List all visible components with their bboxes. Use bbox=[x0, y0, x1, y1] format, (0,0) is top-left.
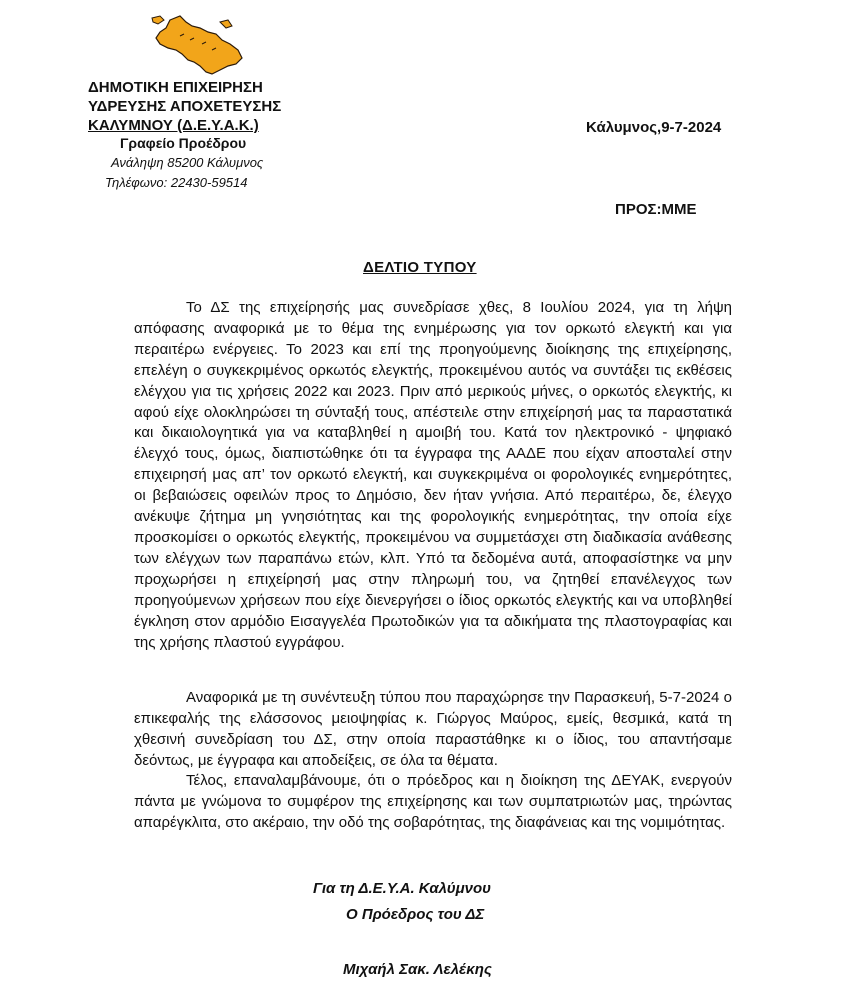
body-paragraph-2 bbox=[134, 688, 732, 772]
org-line-3: ΚΑΛΥΜΝΟΥ (Δ.Ε.Υ.Α.Κ.) bbox=[88, 117, 259, 134]
date-line: Κάλυμνος,9-7-2024 bbox=[586, 119, 722, 136]
org-line-2: ΥΔΡΕΥΣΗΣ ΑΠΟΧΕΤΕΥΣΗΣ bbox=[88, 98, 282, 115]
body-paragraph-1 bbox=[134, 298, 732, 653]
recipient: ΠΡΟΣ:ΜΜΕ bbox=[615, 201, 697, 218]
body-paragraph-3 bbox=[134, 771, 732, 834]
islet-shape bbox=[152, 16, 164, 24]
paragraph-text: Αναφορικά με τη συνέντευξη τύπου που παραχώρησε την Παρασκευή, 5-7-2024 ο επικεφαλής της ελάσσονος μειοψηφίας κ. Γιώργος Μαύρος, εμείς, θεσμικά, κατά τη χθεσινή συνεδρίαση του ΔΣ, στην οποία παραστάθηκε κι ο ίδιος, του απαντήσαμε δεόντως, με έγγραφα και αποδείξεις, σε όλα τα θέματα. bbox=[134, 689, 732, 769]
organization-name bbox=[88, 78, 281, 135]
paragraph-text: Το ΔΣ της επιχείρησής μας συνεδρίασε χθες, 8 Ιουλίου 2024, για τη λήψη απόφασης αναφορικά με το θέμα της ενημέρωσης για τον ορκωτό ελεγκτή και για περαιτέρω ενέργειες. Το 2023 και επί της προηγούμενης διοίκησης της επιχείρησης, επελέγη ο συγκεκριμένος ορκωτός ελεγκτής, προκειμένου αυτός να συντάξει τις εκθέσεις ελέγχου για τις χρήσεις 2022 και 2023. Πριν από μερικούς μήνες, ο ορκωτός ελεγκτής, κι αφού είχε ολοκληρώσει τη σύνταξή τους, απέστειλε στην επιχείρησή μας τα παραστατικά και δικαιολογητικά για να καταβληθεί η αμοιβή του. Κατά τον ηλεκτρονικό - ψηφιακό έλεγχό τους, όμως, διαπιστώθηκε ότι τα έγγραφα της ΑΑΔΕ που είχαν αποσταλεί στην επιχειρησή μας απ’ τον ορκωτό ελεγκτή, και συγκεκριμένα οι φορολογικές ενημερότητες, οι βεβαιώσεις οφειλών προς το Δημόσιο, δεν ήταν γνήσια. Από περαιτέρω, δε, έλεγχο ανέκυψε ζήτημα μη γνησιότητας και της φορολογικής ενημερότητας, την οποία είχε προσκομίσει ο ορκωτός ελεγκτής, προκειμένου να συμμετάσχει στη διαδικασία ανάθεσης των ελέγχων των παραπάνω ετών, κλπ. Υπό τα δεδομένα αυτά, αποφασίστηκε να μην προχωρήσει η επιχείρησή μας στην πληρωμή του, να ζητηθεί επανέλεγχος των προηγούμενων χρήσεων που είχε διενεργήσει ο ίδιος ορκωτός ελεγκτής και να υποβληθεί έγκληση στον αρμόδιο Εισαγγελέα Πρωτοδικών για τα αδικήματα της πλαστογραφίας και της χρήσης πλαστού εγγράφου. bbox=[134, 299, 732, 651]
kalymnos-island-map-icon bbox=[150, 14, 250, 80]
signature-role: Ο Πρόεδρος του ΔΣ bbox=[346, 906, 485, 923]
islet-shape-2 bbox=[220, 20, 232, 28]
org-line-1: ΔΗΜΟΤΙΚΗ ΕΠΙΧΕΙΡΗΣΗ bbox=[88, 79, 263, 96]
signature-org: Για τη Δ.Ε.Υ.Α. Καλύμνου bbox=[313, 880, 492, 897]
document-title: ΔΕΛΤΙΟ ΤΥΠΟΥ bbox=[363, 259, 477, 276]
phone: Τηλέφωνο: 22430-59514 bbox=[105, 175, 248, 190]
signature-name: Μιχαήλ Σακ. Λελέκης bbox=[343, 961, 492, 978]
office-name: Γραφείο Προέδρου bbox=[120, 135, 247, 151]
paragraph-text: Τέλος, επαναλαμβάνουμε, ότι ο πρόεδρος και η διοίκηση της ΔΕΥΑΚ, ενεργούν πάντα με γνώμονα το συμφέρον της επιχείρησης και των συμπατριωτών μας, τηρώντας απαρέγκλιτα, στο ακέραιο, την οδό της σοβαρότητας, της διαφάνειας και της νομιμότητας. bbox=[134, 772, 732, 831]
address: Ανάληψη 85200 Κάλυμνος bbox=[111, 155, 264, 170]
